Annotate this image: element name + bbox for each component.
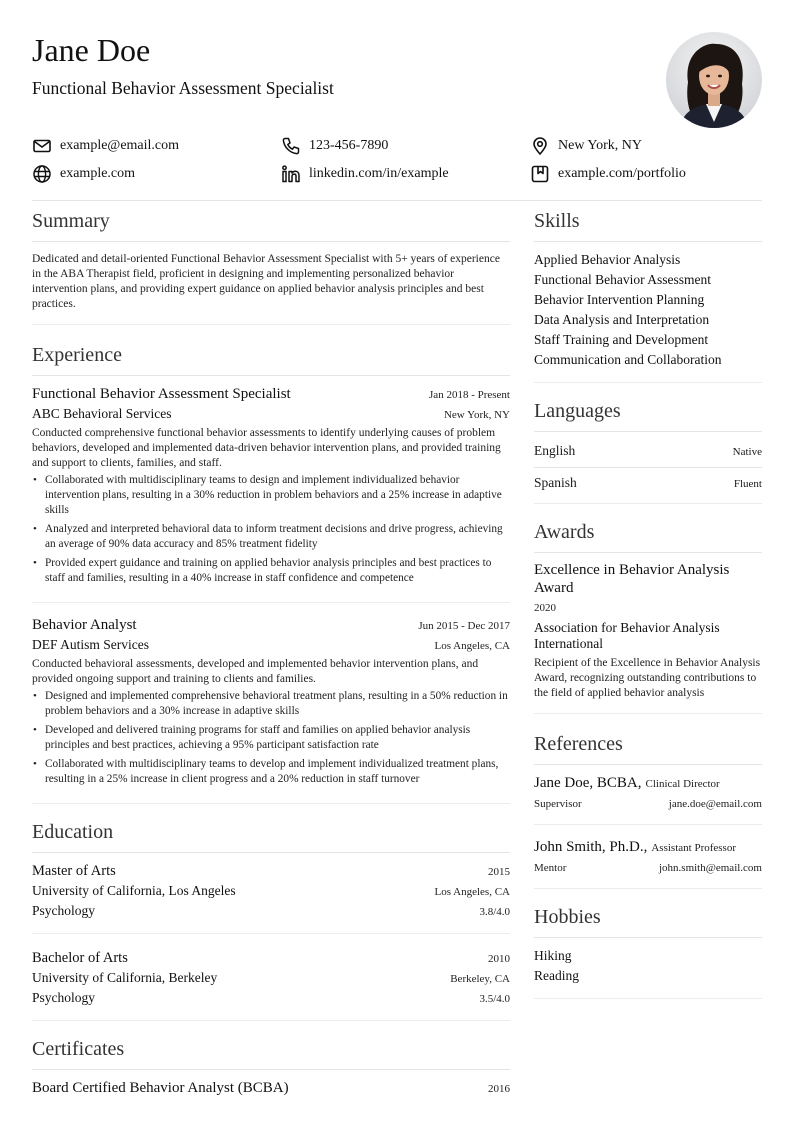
language-name: English [534,443,576,458]
reference-relation: Mentor [534,862,567,874]
job-dates: Jun 2015 - Dec 2017 [418,620,510,632]
email-icon [32,136,52,156]
awards-heading: Awards [534,520,762,553]
phone-icon [281,136,301,156]
job-bullet: • Collaborated with multidisciplinary teams to develop and implement individualized treatment plans, resulting in a 25% increase in client progress and a 20% reduction in staff turnover [45,757,510,787]
candidate-name: Jane Doe [32,32,151,68]
education-item [32,934,510,1021]
summary-heading: Summary [32,209,510,242]
reference-relation: Supervisor [534,798,582,810]
experience-heading: Experience [32,343,510,376]
job-bullets [32,473,510,586]
gpa: 3.8/4.0 [479,906,510,918]
experience-item [32,384,510,603]
school-location: Berkeley, CA [450,973,510,985]
hobby-item: Hiking [534,948,572,963]
job-company: ABC Behavioral Services [32,406,172,421]
language-level: Fluent [733,478,762,490]
contact-portfolio[interactable] [530,164,686,184]
contact-phone-text[interactable]: 123-456-7890 [309,138,389,153]
job-title: Behavior Analyst [32,617,137,633]
references-section [534,714,762,889]
reference-name: John Smith, Ph.D., [534,839,648,855]
school: University of California, Los Angeles [32,883,236,898]
reference-email[interactable]: john.smith@email.com [658,862,762,874]
skill-item: Staff Training and Development [534,332,709,347]
job-bullet: • Collaborated with multidisciplinary teams to design and implement individualized behavior intervention plans, resulting in a 30% reduction in problem behaviors and a 25% increase in adaptive skills [45,473,510,518]
hobbies-section [534,889,762,999]
language-level: Native [732,446,762,458]
award-year: 2020 [534,602,556,614]
awards-section [534,504,762,714]
job-bullets [32,689,510,787]
references-heading: References [534,732,762,765]
skills-section [534,201,762,383]
skills-heading: Skills [534,209,762,242]
skill-item: Applied Behavior Analysis [534,252,681,267]
school-location: Los Angeles, CA [434,886,510,898]
job-dates: Jan 2018 - Present [429,389,510,401]
certificate-item [32,1078,510,1098]
job-bullet: • Developed and delivered training programs for staff and families on applied behavior analysis principles and best practices, achieving a 95% participant satisfaction rate [45,723,510,753]
job-title: Functional Behavior Assessment Specialist [32,386,291,402]
contact-location [530,136,642,156]
language-name: Spanish [534,475,577,490]
contact-linkedin-text[interactable]: linkedin.com/in/example [309,166,449,181]
linkedin-icon [281,164,301,184]
field-of-study: Psychology [32,903,96,918]
job-location: New York, NY [443,409,510,421]
certificate-year: 2016 [488,1083,510,1095]
profile-photo-illustration [666,32,762,128]
portfolio-icon [530,164,550,184]
skill-item: Behavior Intervention Planning [534,292,705,307]
contact-location-text: New York, NY [558,138,643,153]
experience-item [32,603,510,804]
reference-name: Jane Doe, BCBA, [534,775,642,791]
certificates-heading: Certificates [32,1037,510,1070]
award-title: Excellence in Behavior Analysis Award [534,562,730,596]
education-item [32,861,510,934]
school: University of California, Berkeley [32,970,218,985]
contact-phone[interactable] [281,136,388,156]
profile-photo [666,32,762,128]
field-of-study: Psychology [32,990,96,1005]
job-company: DEF Autism Services [32,637,149,652]
skill-item: Data Analysis and Interpretation [534,312,710,327]
reference-email[interactable]: jane.doe@email.com [668,798,762,810]
education-year: 2015 [488,866,510,878]
left-column [32,201,510,1098]
contact-email[interactable] [32,136,179,156]
location-icon [530,136,550,156]
languages-section [534,383,762,504]
summary-section [32,201,510,325]
gpa: 3.5/4.0 [479,993,510,1005]
education-heading: Education [32,820,510,853]
hobby-item: Reading [534,968,579,983]
contact-email-text[interactable]: example@email.com [60,138,180,153]
certificate-name: Board Certified Behavior Analyst (BCBA) [32,1080,289,1096]
contact-website[interactable] [32,164,135,184]
hobbies-heading: Hobbies [534,905,762,938]
contact-linkedin[interactable] [281,164,449,184]
contact-website-text[interactable]: example.com [60,166,136,181]
reference-item [534,825,762,889]
skill-item: Functional Behavior Assessment [534,272,711,287]
job-bullet: • Designed and implemented comprehensive behavioral treatment plans, resulting in a 50% reduction in problem behaviors and a 30% increase in adaptive skills [45,689,510,719]
certificates-section [32,1021,510,1098]
globe-icon [32,164,52,184]
languages-heading: Languages [534,399,762,432]
contact-portfolio-text[interactable]: example.com/portfolio [558,166,686,181]
reference-role: Assistant Professor [651,842,736,854]
job-location: Los Angeles, CA [434,640,510,652]
job-description: Conducted comprehensive functional behavior assessments to identify underlying causes of problem behaviors, developed and implemented data-driven behavior intervention plans, and provided training and support to clients, families, and staff. [32,427,501,469]
reference-item [534,773,762,825]
degree: Bachelor of Arts [32,950,128,966]
right-column [534,201,762,999]
award-description: Recipient of the Excellence in Behavior Analysis Award, recognizing outstanding contributions to the field of applied behavior analysis [534,657,761,699]
language-item [534,440,762,468]
degree: Master of Arts [32,863,116,879]
reference-role: Clinical Director [645,778,720,790]
language-item [534,468,762,504]
job-bullet: • Provided expert guidance and training on applied behavior analysis principles and best practices to staff and families, resulting in a 40% increase in staff confidence and competence [45,556,510,586]
job-description: Conducted behavioral assessments, developed and implemented behavior intervention plans, and provided ongoing support and training to clients and families. [32,658,479,685]
job-bullet: • Analyzed and interpreted behavioral data to inform treatment decisions and drive progress, achieving an average of 90% data accuracy and 85% treatment fidelity [45,522,510,552]
experience-section [32,325,510,804]
summary-text: Dedicated and detail-oriented Functional Behavior Assessment Specialist with 5+ years of experience in the ABA Therapist field, proficient in designing and implementing personalized behavior intervention plans, and providing expert guidance on applied behavior analysis principles and best practices. [32,253,500,310]
skill-item: Communication and Collaboration [534,352,722,367]
award-organization: Association for Behavior Analysis International [534,620,720,651]
education-section [32,804,510,1021]
candidate-title: Functional Behavior Assessment Specialist [32,78,334,98]
education-year: 2010 [488,953,510,965]
